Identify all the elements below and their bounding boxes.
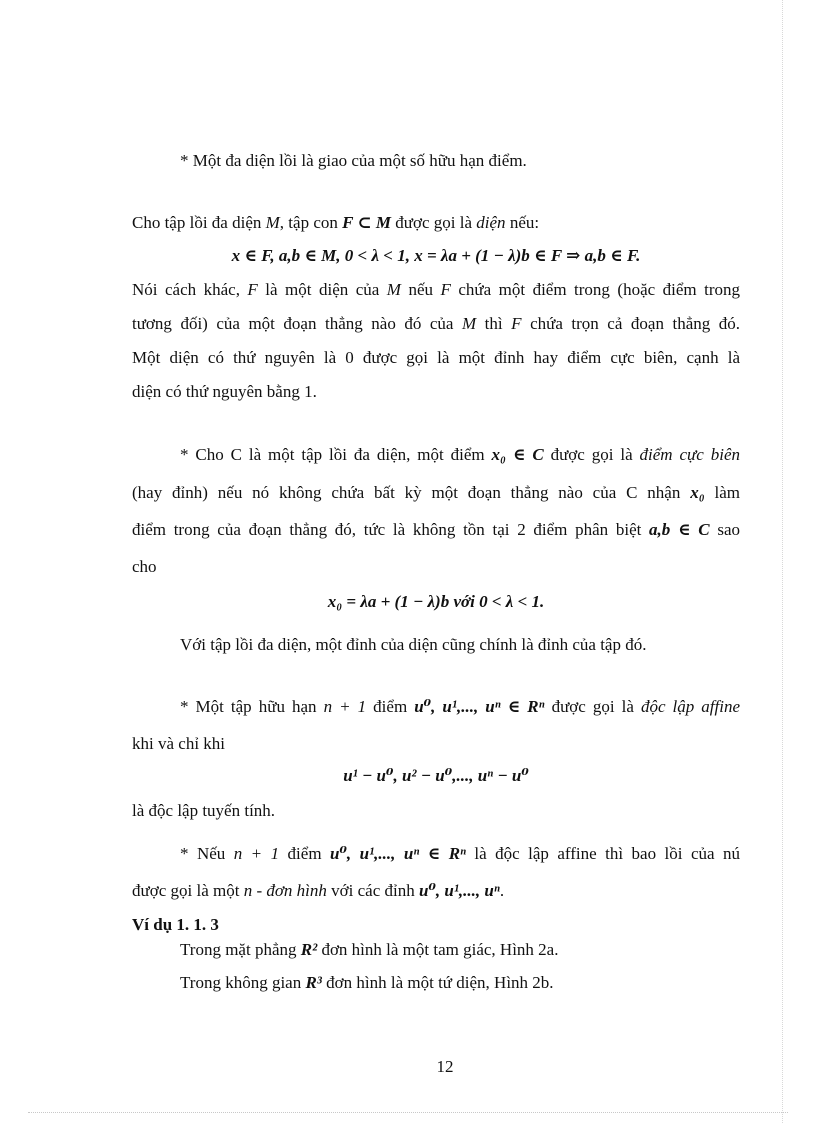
paragraph-face-line-1: Nói cách khác, F là một diện của M nếu F chứa một điểm trong (hoặc điểm trong <box>132 280 740 299</box>
paragraph-affine-line-1: * Một tập hữu hạn n + 1 điểm u⁰, u¹,..., uⁿ ∈ Rⁿ được gọi là độc lập affine <box>180 697 741 716</box>
page-right-border <box>782 0 783 1123</box>
page-bottom-border <box>28 1112 788 1113</box>
paragraph-affine-line-2: khi và chỉ khi <box>132 734 226 753</box>
paragraph-face-definition: Cho tập lồi đa diện M, tập con F ⊂ M được gọi là diện nếu: <box>132 213 540 232</box>
paragraph-extreme-line-4: cho <box>132 557 157 576</box>
paragraph-simplex-line-1: * Nếu n + 1 điểm u⁰, u¹,..., uⁿ ∈ Rⁿ là độc lập affine thì bao lồi của nú <box>180 844 740 863</box>
paragraph-extreme-line-2: (hay đỉnh) nếu nó không chứa bất kỳ một đoạn thẳng nào của C nhận x₀ làm <box>132 483 740 502</box>
paragraph-polytope-intersection: * Một đa diện lồi là giao của một số hữu hạn điểm. <box>180 151 527 170</box>
paragraph-face-line-4: diện có thứ nguyên bằng 1. <box>132 382 317 401</box>
paragraph-extreme-line-3: điểm trong của đoạn thẳng đó, tức là không tồn tại 2 điểm phân biệt a,b ∈ C sao <box>132 520 740 539</box>
paragraph-simplex-line-2: được gọi là một n - đơn hình với các đỉnh u⁰, u¹,..., uⁿ. <box>132 881 505 900</box>
formula-affine-differences: u¹ − u⁰, u² − u⁰,..., uⁿ − u⁰ <box>343 766 529 785</box>
paragraph-face-line-3: Một diện có thứ nguyên là 0 được gọi là một đỉnh hay điểm cực biên, cạnh là <box>132 348 740 367</box>
page-number: 12 <box>436 1057 454 1076</box>
example-plane-simplex: Trong mặt phẳng R² đơn hình là một tam giác, Hình 2a. <box>180 940 559 959</box>
paragraph-extreme-line-1: * Cho C là một tập lồi đa diện, một điểm x₀ ∈ C được gọi là điểm cực biên <box>180 445 740 464</box>
example-heading: Ví dụ 1. 1. 3 <box>132 915 219 934</box>
math-subset: F ⊂ M <box>342 213 392 232</box>
example-space-simplex: Trong không gian R³ đơn hình là một tứ diện, Hình 2b. <box>180 973 554 992</box>
formula-face-condition: x ∈ F, a,b ∈ M, 0 < λ < 1, x = λa + (1 − λ)b ∈ F ⇒ a,b ∈ F. <box>231 246 641 265</box>
paragraph-face-line-2: tương đối) của một đoạn thẳng nào đó của M thì F chứa trọn cả đoạn thẳng đó. <box>132 314 741 333</box>
paragraph-vertex-of-face: Với tập lồi đa diện, một đỉnh của diện cũng chính là đỉnh của tập đó. <box>180 635 647 654</box>
formula-extreme-point: x₀ = λa + (1 − λ)b với 0 < λ < 1. <box>327 592 545 611</box>
paragraph-linear-independent: là độc lập tuyến tính. <box>132 801 276 820</box>
